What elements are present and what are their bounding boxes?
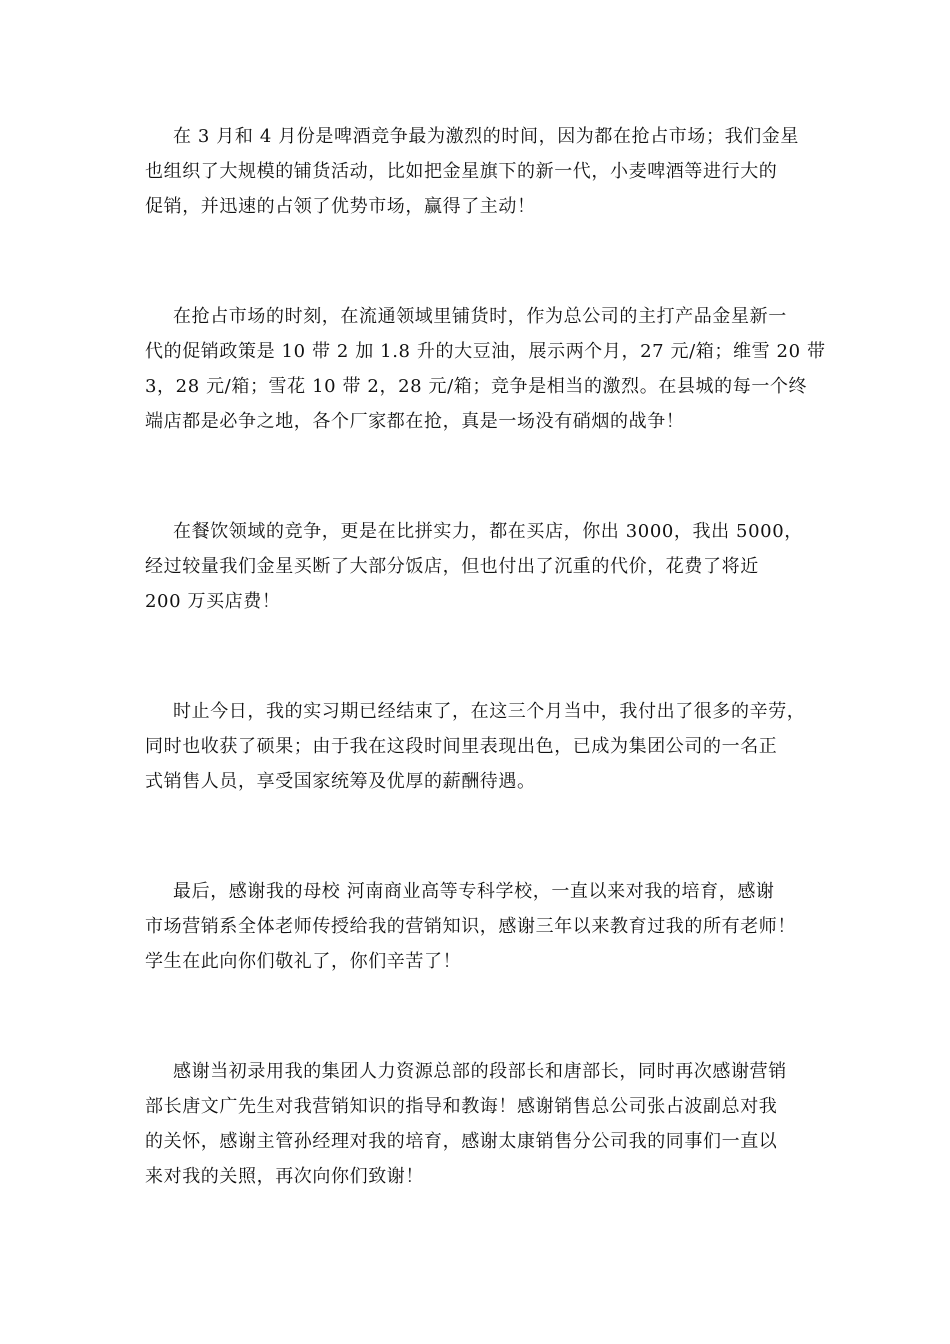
paragraph-thanks-school: [145, 874, 813, 979]
text-line: 式销售人员，享受国家统筹及优厚的薪酬待遇。: [145, 771, 536, 792]
text-line: 在餐饮领域的竞争，更是在比拼实力，都在买店，你出 3000，我出 5000，: [173, 521, 803, 542]
text-line: 200 万买店费！: [145, 591, 281, 612]
text-line: 促销，并迅速的占领了优势市场，赢得了主动！: [145, 196, 536, 217]
text-line: 经过较量我们金星买断了大部分饭店，但也付出了沉重的代价，花费了将近: [145, 556, 759, 577]
paragraph-beer-competition: [145, 119, 813, 224]
text-line: 在抢占市场的时刻，在流通领域里铺货时，作为总公司的主打产品金星新一: [173, 306, 787, 327]
text-line: 3，28 元/箱；雪花 10 带 2，28 元/箱；竞争是相当的激烈。在县城的每一个终: [145, 376, 808, 397]
paragraph-market-promotion: [145, 299, 826, 439]
text-line: 同时也收获了硕果；由于我在这段时间里表现出色，已成为集团公司的一名正: [145, 736, 778, 757]
paragraph-thanks-company: [145, 1054, 813, 1194]
text-line: 部长唐文广先生对我营销知识的指导和教诲！感谢销售总公司张占波副总对我: [145, 1096, 778, 1117]
text-line: 最后，感谢我的母校 河南商业高等专科学校，一直以来对我的培育，感谢: [173, 881, 775, 902]
paragraph-catering-competition: [145, 514, 813, 619]
text-line: 端店都是必争之地，各个厂家都在抢，真是一场没有硝烟的战争！: [145, 411, 685, 432]
text-line: 来对我的关照，再次向你们致谢！: [145, 1166, 424, 1187]
paragraph-internship-end: [145, 694, 813, 799]
text-line: 学生在此向你们敬礼了，你们辛苦了！: [145, 951, 462, 972]
text-line: 在 3 月和 4 月份是啤酒竞争最为激烈的时间，因为都在抢占市场；我们金星: [173, 126, 799, 147]
text-line: 市场营销系全体老师传授给我的营销知识，感谢三年以来教育过我的所有老师！: [145, 916, 796, 937]
text-line: 代的促销政策是 10 带 2 加 1.8 升的大豆油，展示两个月，27 元/箱；维雪 20 带: [145, 341, 826, 362]
text-line: 也组织了大规模的铺货活动，比如把金星旗下的新一代，小麦啤酒等进行大的: [145, 161, 778, 182]
text-line: 感谢当初录用我的集团人力资源总部的段部长和唐部长，同时再次感谢营销: [173, 1061, 787, 1082]
text-line: 的关怀，感谢主管孙经理对我的培育，感谢太康销售分公司我的同事们一直以: [145, 1131, 778, 1152]
text-line: 时止今日，我的实习期已经结束了，在这三个月当中，我付出了很多的辛劳，: [173, 701, 806, 722]
